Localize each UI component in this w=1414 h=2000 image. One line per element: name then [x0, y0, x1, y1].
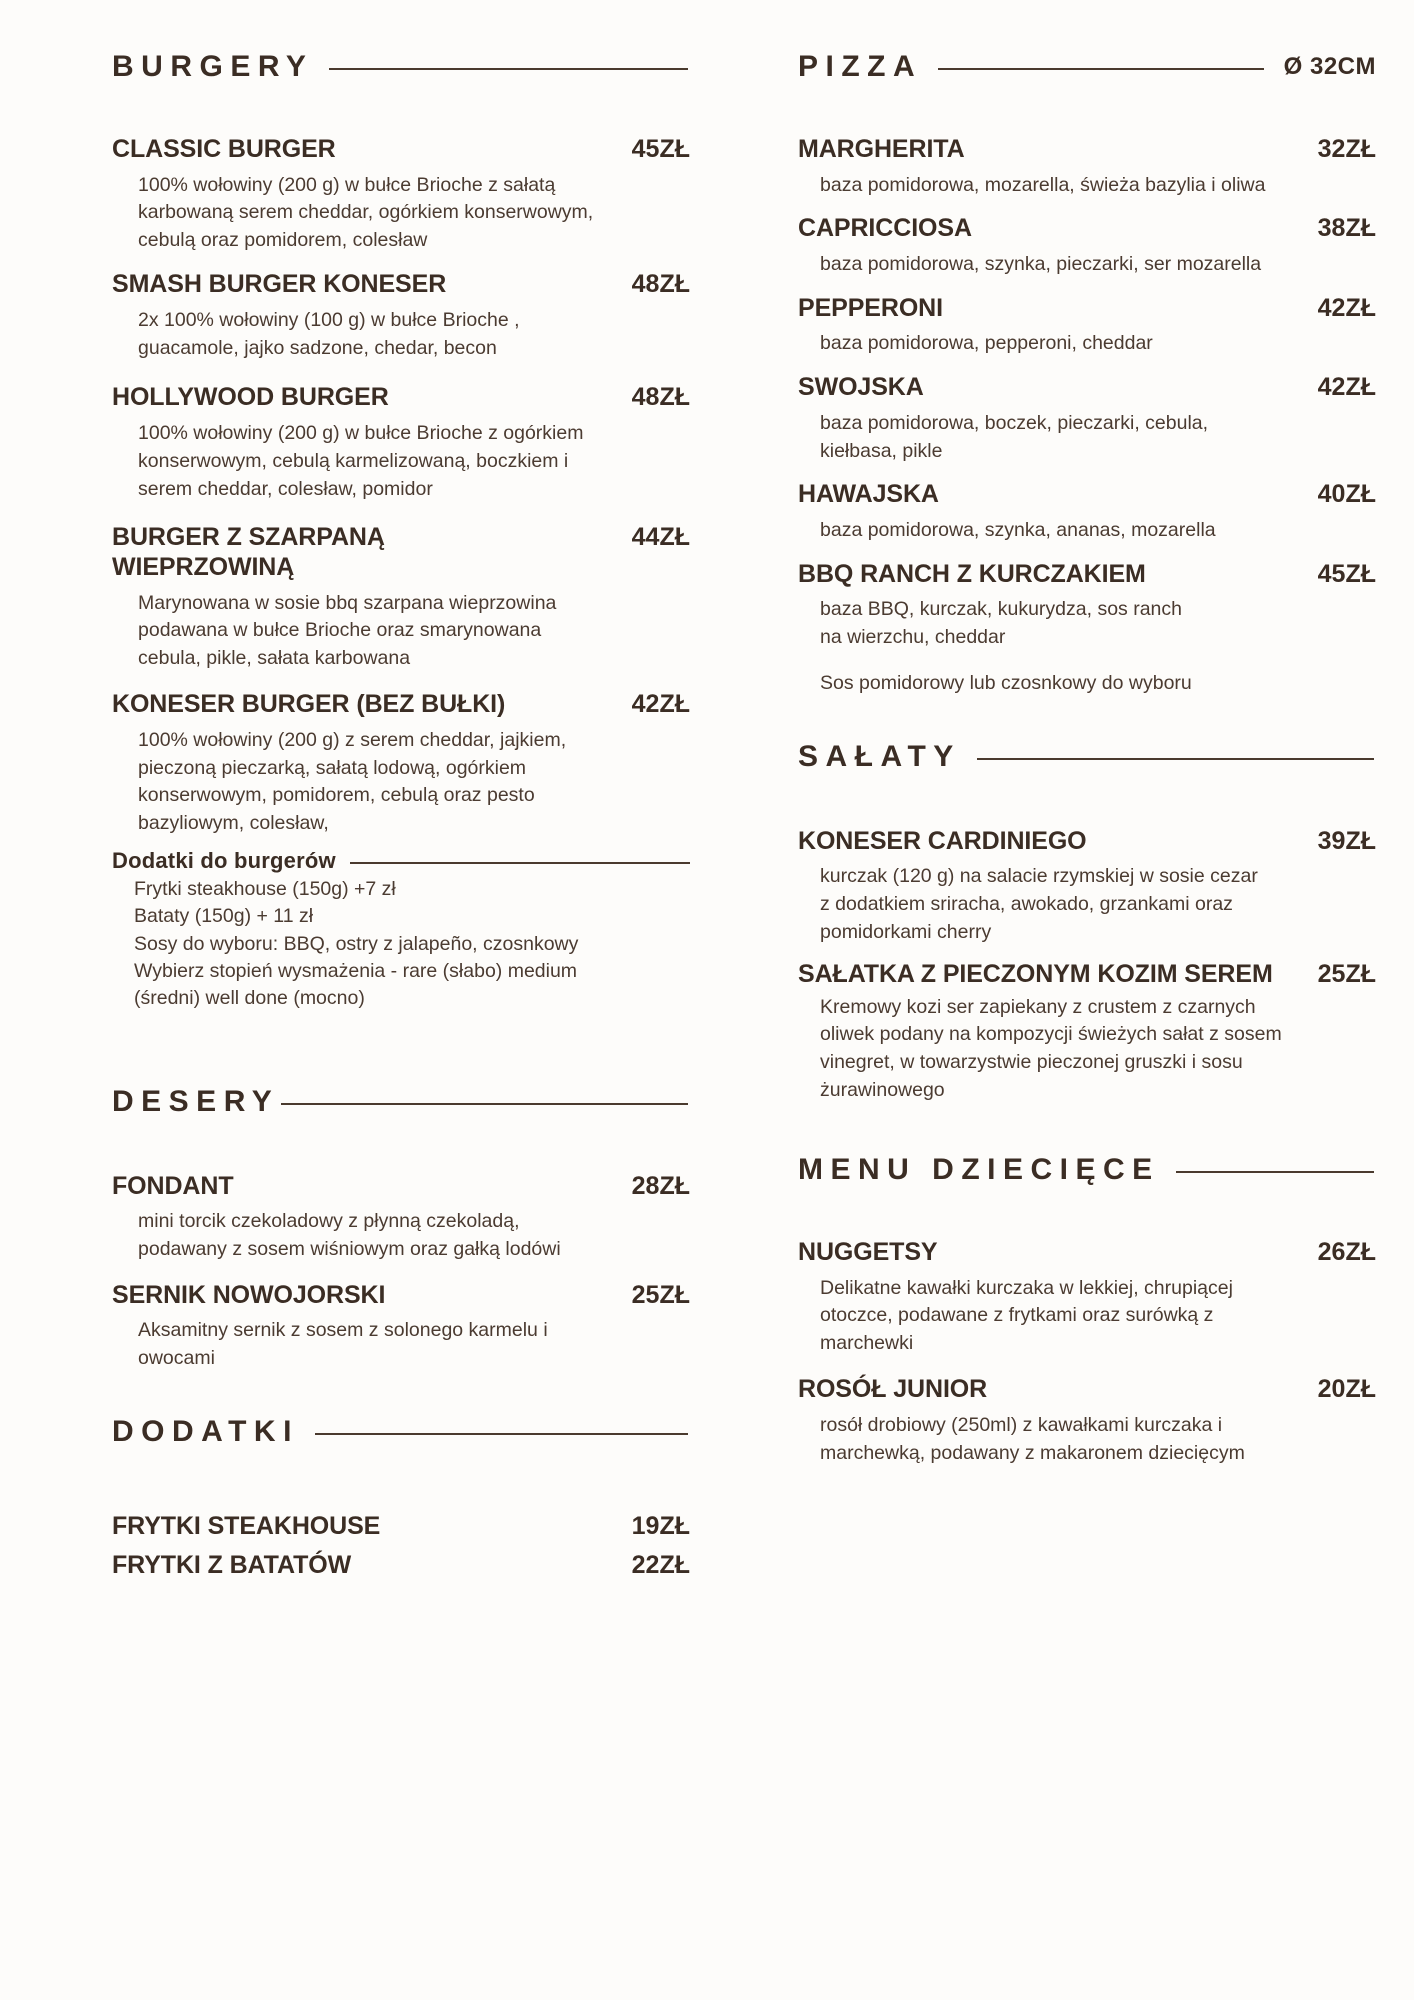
menu-item-row — [112, 1511, 690, 1542]
menu-item-row — [798, 826, 1376, 857]
list-item: Wybierz stopień wysmażenia - rare (słabo) medium (średni) well done (mocno) — [134, 960, 578, 1010]
menu-item-row — [798, 213, 1376, 244]
menu-item-price: 39ZŁ — [1317, 826, 1376, 855]
subsection-title: Dodatki do burgerów — [112, 848, 336, 874]
menu-item[interactable] — [112, 269, 690, 362]
menu-item-name: PEPPERONI — [798, 293, 943, 322]
menu-item-name: CLASSIC BURGER — [112, 135, 336, 163]
menu-item-row — [798, 559, 1376, 590]
menu-item[interactable] — [112, 522, 690, 674]
menu-item-price: 32ZŁ — [1317, 135, 1376, 163]
menu-item[interactable] — [798, 959, 1376, 1105]
menu-item[interactable] — [798, 134, 1376, 199]
section-rule — [329, 68, 688, 70]
menu-item-name: SERNIK NOWOJORSKI — [112, 1280, 386, 1309]
menu-item-name: SAŁATKA Z PIECZONYM KOZIM SEREM — [798, 960, 1273, 988]
section-header-salaty — [798, 739, 1376, 773]
menu-item-price: 40ZŁ — [1317, 480, 1376, 509]
menu-item-row — [798, 479, 1376, 510]
menu-item-price: 45ZŁ — [631, 135, 690, 163]
left-column — [112, 52, 690, 2000]
list-item: Bataty (150g) + 11 zł — [134, 905, 314, 928]
menu-item-row — [798, 372, 1376, 403]
section-rule — [315, 1433, 688, 1435]
subsection-rule — [350, 862, 690, 864]
menu-item-row — [112, 1171, 690, 1202]
menu-item-description: 100% wołowiny (200 g) w bułce Brioche z ogórkiem konserwowym, cebulą karmelizowaną, boczkiem i serem cheddar, colesław, pomidor — [138, 421, 584, 500]
menu-item-name: FRYTKI Z BATATÓW — [112, 1550, 352, 1579]
menu-item-description: Aksamitny sernik z sosem z solonego karmelu i owocami — [138, 1319, 548, 1370]
salaty-items — [798, 826, 1376, 1105]
section-title-desery: DESERY — [112, 1084, 280, 1118]
menu-item-name: FRYTKI STEAKHOUSE — [112, 1512, 381, 1541]
section-title-menu-dzieciece: MENU DZIECIĘCE — [798, 1153, 1160, 1186]
burgery-items — [112, 134, 690, 1013]
menu-item-row — [798, 1237, 1376, 1268]
menu-item-price: 22ZŁ — [631, 1550, 690, 1579]
menu-item-description: 100% wołowiny (200 g) z serem cheddar, jajkiem, pieczoną pieczarką, sałatą lodową, ogórkiem konserwowym, pomidorem, cebulą oraz pesto bazyliowym, colesław, — [138, 728, 567, 835]
section-title-pizza: PIZZA — [798, 50, 923, 83]
menu-item-name: BBQ RANCH Z KURCZAKIEM — [798, 559, 1146, 588]
menu-item-price: 45ZŁ — [1317, 559, 1376, 588]
menu-item-description: baza pomidorowa, mozarella, świeża bazylia i oliwa — [820, 173, 1266, 196]
desery-items — [112, 1171, 690, 1374]
section-rule — [1176, 1171, 1374, 1173]
menu-item[interactable] — [798, 826, 1376, 947]
menu-item[interactable] — [112, 382, 690, 503]
menu-item-description: baza pomidorowa, pepperoni, cheddar — [820, 332, 1153, 355]
menu-item-name: ROSÓŁ JUNIOR — [798, 1375, 988, 1404]
section-rule — [977, 758, 1374, 760]
section-title-dodatki: DODATKI — [112, 1415, 299, 1449]
section-header-dodatki — [112, 1417, 690, 1447]
menu-item-price: 38ZŁ — [1317, 214, 1376, 243]
menu-item-row — [112, 1550, 690, 1581]
section-rule — [938, 68, 1263, 70]
menu-item[interactable] — [798, 479, 1376, 544]
section-title-salaty: SAŁATY — [798, 739, 961, 773]
menu-item-name: HOLLYWOOD BURGER — [112, 383, 389, 412]
menu-item[interactable] — [798, 213, 1376, 278]
menu-item-row — [798, 959, 1376, 990]
menu-item-description: Kremowy kozi ser zapiekany z crustem z czarnych oliwek podany na kompozycji świeżych sałat z sosem vinegret, w towarzystwie pieczonej gruszki i sosu żurawinowego — [820, 995, 1282, 1102]
menu-item-row — [112, 522, 690, 583]
menu-item[interactable] — [112, 1280, 690, 1373]
menu-item-description: 100% wołowiny (200 g) w bułce Brioche z sałatą karbowaną serem cheddar, ogórkiem konserwowym, cebulą oraz pomidorem, colesław — [138, 173, 594, 252]
menu-item-description: baza pomidorowa, boczek, pieczarki, cebula, kiełbasa, pikle — [820, 411, 1209, 462]
menu-item-name: MARGHERITA — [798, 135, 965, 163]
menu-item-row — [112, 382, 690, 413]
menu-item-name: SWOJSKA — [798, 373, 924, 402]
right-column — [690, 52, 1376, 2000]
menu-item[interactable] — [112, 1171, 690, 1264]
menu-item[interactable] — [112, 134, 690, 255]
menu-item[interactable] — [112, 1511, 690, 1542]
menu-item-price: 20ZŁ — [1317, 1375, 1376, 1404]
section-rule — [281, 1103, 688, 1105]
menu-item-row — [798, 293, 1376, 324]
menu-item-row — [112, 134, 690, 165]
menu-item-price: 28ZŁ — [631, 1171, 690, 1200]
menu-item-description: mini torcik czekoladowy z płynną czekoladą, podawany z sosem wiśniowym oraz gałką lodówi — [138, 1210, 561, 1260]
section-header-desery — [112, 1084, 690, 1118]
menu-item[interactable] — [798, 1237, 1376, 1358]
pizza-items — [798, 134, 1376, 698]
menu-item-row — [798, 1374, 1376, 1405]
dodatki-items — [112, 1511, 690, 1580]
menu-item-row — [112, 1280, 690, 1311]
burger-addons-list — [134, 876, 690, 1012]
menu-item-name: HAWAJSKA — [798, 480, 939, 509]
pizza-sauce-note: Sos pomidorowy lub czosnkowy do wyboru — [820, 672, 1192, 694]
menu-item-description: 2x 100% wołowiny (100 g) w bułce Brioche , guacamole, jajko sadzone, chedar, becon — [138, 308, 520, 359]
menu-item-name: SMASH BURGER KONESER — [112, 270, 447, 299]
menu-item-name: CAPRICCIOSA — [798, 214, 972, 243]
menu-item-description: Marynowana w sosie bbq szarpana wieprzowina podawana w bułce Brioche oraz smarynowana cebula, pikle, sałata karbowana — [138, 591, 557, 670]
menu-item-price: 25ZŁ — [631, 1280, 690, 1309]
pizza-size-label: Ø 32CM — [1283, 53, 1376, 80]
menu-item-row — [112, 689, 690, 720]
menu-item-description: baza pomidorowa, szynka, ananas, mozarella — [820, 518, 1216, 541]
menu-item-row — [798, 134, 1376, 165]
menu-item-name: NUGGETSY — [798, 1238, 938, 1266]
menu-dzieciece-items — [798, 1237, 1376, 1467]
menu-item[interactable] — [112, 1550, 690, 1581]
menu-item-description: baza BBQ, kurczak, kukurydza, sos ranch na wierzchu, cheddar — [820, 598, 1182, 649]
menu-item[interactable] — [798, 293, 1376, 358]
menu-item-price: 48ZŁ — [631, 383, 690, 412]
menu-item-description: rosół drobiowy (250ml) z kawałkami kurczaka i marchewką, podawany z makaronem dziecięcym — [820, 1413, 1245, 1464]
menu-item-description: kurczak (120 g) na salacie rzymskiej w sosie cezar z dodatkiem sriracha, awokado, grzankami oraz pomidorkami cherry — [820, 865, 1258, 944]
menu-item[interactable] — [798, 372, 1376, 465]
menu-item-description: baza pomidorowa, szynka, pieczarki, ser mozarella — [820, 252, 1262, 275]
menu-item-price: 42ZŁ — [1317, 293, 1376, 322]
menu-item-row — [112, 269, 690, 300]
menu-item[interactable] — [112, 689, 690, 838]
menu-item-description: Delikatne kawałki kurczaka w lekkiej, chrupiącej otoczce, podawane z frytkami oraz surówką z marchewki — [820, 1276, 1233, 1355]
menu-item-name: KONESER BURGER (BEZ BUŁKI) — [112, 690, 506, 719]
section-header-burgery — [112, 52, 690, 82]
menu-item-price: 42ZŁ — [631, 690, 690, 719]
section-header-pizza — [798, 52, 1376, 82]
menu-item[interactable] — [798, 559, 1376, 652]
section-title-burgery: BURGERY — [112, 50, 314, 83]
subsection-header-burger-addons — [112, 848, 690, 874]
menu-item-name: FONDANT — [112, 1171, 234, 1200]
menu-item-price: 26ZŁ — [1317, 1238, 1376, 1266]
menu-item-price: 44ZŁ — [631, 522, 690, 551]
menu-item-price: 42ZŁ — [1317, 373, 1376, 402]
menu-item-price: 25ZŁ — [1317, 960, 1376, 988]
menu-item-price: 48ZŁ — [631, 270, 690, 299]
menu-item-price: 19ZŁ — [631, 1512, 690, 1541]
section-header-menu-dzieciece — [798, 1155, 1376, 1185]
menu-item-name: KONESER CARDINIEGO — [798, 826, 1087, 855]
list-item: Frytki steakhouse (150g) +7 zł — [134, 878, 396, 901]
list-item: Sosy do wyboru: BBQ, ostry z jalapeño, czosnkowy — [134, 932, 579, 955]
menu-item[interactable] — [798, 1374, 1376, 1467]
menu-item-name: BURGER Z SZARPANĄ WIEPRZOWINĄ — [112, 522, 385, 581]
